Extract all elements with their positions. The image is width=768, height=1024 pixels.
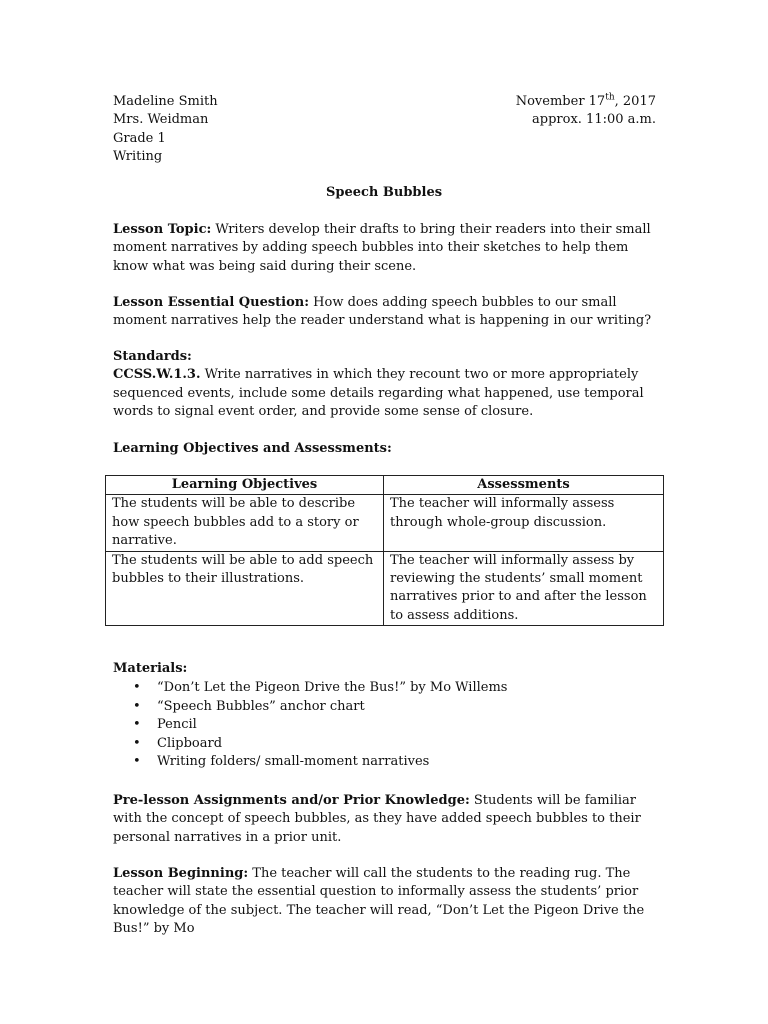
- table-row: [106, 495, 664, 551]
- lesson-beginning-section: [113, 865, 658, 939]
- standard-text: Write narratives in which they recount two or more appropriately sequenced events, include some details regarding what happened, use temporal words to signal event order, and provide some sense of closure.: [113, 367, 644, 420]
- materials-heading: Materials:: [113, 661, 188, 676]
- material-text: Writing folders/ small-moment narratives: [157, 754, 430, 770]
- essential-question-text: How does adding speech bubbles to our small moment narratives help the reader understand what is happening in our writing?: [113, 295, 652, 329]
- standards-heading: Standards:: [113, 349, 192, 364]
- bullet-icon: •: [133, 698, 141, 714]
- header-info-right: [516, 93, 656, 130]
- essential-question-label: Lesson Essential Question:: [113, 295, 310, 310]
- prior-knowledge-label: Pre-lesson Assignments and/or Prior Knowledge:: [113, 793, 470, 808]
- bullet-icon: •: [133, 754, 141, 770]
- material-text: Pencil: [157, 717, 197, 733]
- material-text: “Don’t Let the Pigeon Drive the Bus!” by Mo Willems: [157, 680, 508, 696]
- document-title: Speech Bubbles: [325, 185, 443, 200]
- lesson-topic-label: Lesson Topic:: [113, 222, 212, 237]
- material-text: Clipboard: [157, 735, 223, 751]
- date-text: November 17: [515, 94, 606, 109]
- lesson-beginning-text: The teacher will call the students to the reading rug. The teacher will state the essential question to informally assess the students’ prior knowledge of the subject. The teacher will read, “Don’t Let the Pigeon Drive the Bus!” by Mo: [113, 866, 645, 937]
- lesson-topic-section: [113, 221, 658, 276]
- objectives-table: [105, 475, 664, 626]
- prior-knowledge-section: [113, 792, 658, 847]
- list-item: [113, 679, 658, 697]
- materials-section: [113, 660, 658, 771]
- bullet-icon: •: [133, 735, 141, 751]
- objectives-heading: Learning Objectives and Assessments:: [113, 441, 392, 456]
- objective-cell: The students will be able to add speech bubbles to their illustrations.: [106, 551, 384, 626]
- standards-section: [113, 348, 658, 422]
- list-item: [113, 735, 658, 753]
- grade-level: Grade 1: [113, 130, 166, 146]
- table-row: [106, 551, 664, 626]
- material-text: “Speech Bubbles” anchor chart: [157, 698, 365, 714]
- lesson-time: approx. 11:00 a.m.: [532, 112, 656, 128]
- header-info-left: [113, 93, 218, 167]
- essential-question-section: [113, 294, 658, 331]
- list-item: [113, 716, 658, 734]
- list-item: [113, 698, 658, 716]
- subject: Writing: [113, 149, 163, 165]
- date-year: , 2017: [614, 94, 656, 109]
- list-item: [113, 753, 658, 771]
- objectives-heading-section: [113, 440, 658, 458]
- materials-list: [113, 679, 658, 771]
- lesson-date: [516, 93, 656, 111]
- bullet-icon: •: [133, 680, 141, 696]
- teacher-name: Mrs. Weidman: [113, 112, 209, 128]
- bullet-icon: •: [133, 717, 141, 733]
- column-header-assessments: Assessments: [384, 476, 664, 495]
- assessment-cell: The teacher will informally assess through whole-group discussion.: [384, 495, 664, 551]
- lesson-topic-text: Writers develop their drafts to bring their readers into their small moment narratives by adding speech bubbles into their sketches to help them know what was being said during their scene.: [113, 222, 651, 274]
- date-ordinal: th: [605, 92, 615, 103]
- assessment-cell: The teacher will informally assess by reviewing the students’ small moment narratives prior to and after the lesson to assess additions.: [384, 551, 664, 626]
- lesson-beginning-label: Lesson Beginning:: [113, 866, 249, 881]
- column-header-objectives: Learning Objectives: [106, 476, 384, 495]
- author-name: Madeline Smith: [113, 94, 218, 109]
- table-header-row: [106, 476, 664, 495]
- standard-code: CCSS.W.1.3.: [113, 367, 201, 383]
- objective-cell: The students will be able to describe how speech bubbles add to a story or narrative.: [106, 495, 384, 551]
- prior-knowledge-text: Students will be familiar with the concept of speech bubbles, as they have added speech bubbles to their personal narratives in a prior unit.: [113, 793, 641, 845]
